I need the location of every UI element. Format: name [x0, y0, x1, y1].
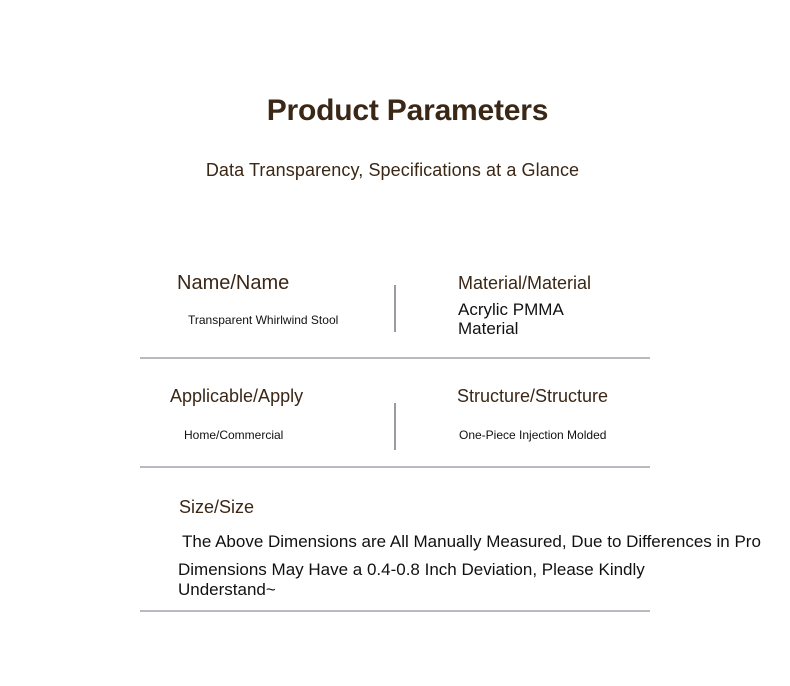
material-label: Material/Material	[458, 273, 592, 293]
name-value: Transparent Whirlwind Stool	[188, 313, 339, 327]
row2-separator	[140, 466, 650, 468]
name-label: Name/Name	[177, 272, 290, 294]
size-note-line3: Understand~	[178, 580, 276, 599]
row1-divider	[394, 285, 396, 332]
page-subtitle: Data Transparency, Specifications at a Glance	[205, 160, 580, 180]
apply-value: Home/Commercial	[184, 428, 284, 442]
page-title: Product Parameters	[266, 94, 549, 127]
material-value: Acrylic PMMA Material	[458, 300, 563, 338]
row1-separator	[140, 357, 650, 359]
apply-label: Applicable/Apply	[170, 386, 304, 406]
row3-separator	[140, 610, 650, 612]
structure-label: Structure/Structure	[457, 386, 609, 406]
size-label: Size/Size	[179, 497, 255, 517]
row2-divider	[394, 403, 396, 450]
size-note-line1: The Above Dimensions are All Manually Measured, Due to Differences in Pro	[182, 532, 761, 551]
structure-value: One-Piece Injection Molded	[459, 428, 607, 442]
size-note-line2: Dimensions May Have a 0.4-0.8 Inch Deviation, Please Kindly	[178, 560, 645, 579]
